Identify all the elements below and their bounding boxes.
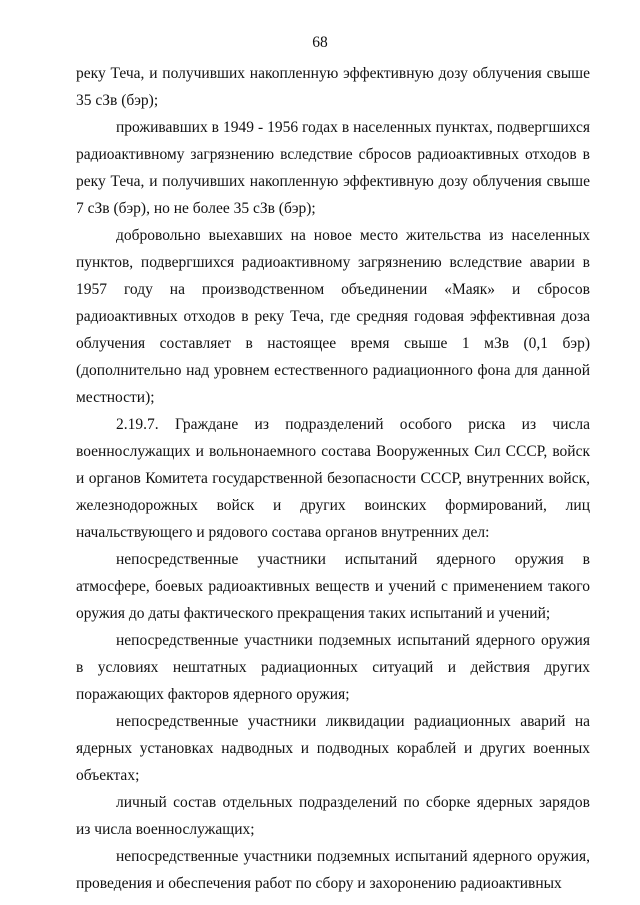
- paragraph-atmospheric-tests: непосредственные участники испытаний ядерного оружия в атмосфере, боевых радиоактивных веществ и учений с применением такого оружия до даты фактического прекращения таких испытаний и учений;: [76, 551, 590, 622]
- document-body: [76, 60, 590, 897]
- paragraph-underground-works: непосредственные участники подземных испытаний ядерного оружия, проведения и обеспечения работ по сбору и захоронению радиоактивных: [76, 848, 590, 892]
- paragraph-underground-tests: непосредственные участники подземных испытаний ядерного оружия в условиях нештатных радиационных ситуаций и действия других поражающих факторов ядерного оружия;: [76, 632, 590, 703]
- page-number: 68: [312, 34, 328, 51]
- paragraph-2-19-7: 2.19.7. Граждане из подразделений особого риска из числа военнослужащих и вольнонаемного состава Вооруженных Сил СССР, войск и органов Комитета государственной безопасности СССР, внутренних войск, железнодорожных войск и других воинских формирований, лиц начальствующего и рядового состава органов внутренних дел:: [76, 416, 590, 541]
- paragraph-accident-liquidation: непосредственные участники ликвидации радиационных аварий на ядерных установках надводных и подводных кораблей и других военных объектах;: [76, 713, 590, 784]
- paragraph-voluntary-relocation: добровольно выехавших на новое место жительства из населенных пунктов, подвергшихся радиоактивному загрязнению вследствие аварии в 1957 году на производственном объединении «Маяк» и сбросов радиоактивных отходов в реку Теча, где средняя годовая эффективная доза облучения составляет в настоящее время свыше 1 мЗв (0,1 бэр) (дополнительно над уровнем естественного радиационного фона для данной местности);: [76, 227, 590, 406]
- paragraph-residents-1949-1956: проживавших в 1949 - 1956 годах в населенных пунктах, подвергшихся радиоактивному загрязнению вследствие сбросов радиоактивных отходов в реку Теча, и получивших накопленную эффективную дозу облучения свыше 7 сЗв (бэр), но не более 35 сЗв (бэр);: [76, 119, 590, 217]
- paragraph-assembly-personnel: личный состав отдельных подразделений по сборке ядерных зарядов из числа военнослужащих;: [76, 794, 590, 838]
- paragraph-continuation: реку Теча, и получивших накопленную эффективную дозу облучения свыше 35 сЗв (бэр);: [76, 65, 590, 109]
